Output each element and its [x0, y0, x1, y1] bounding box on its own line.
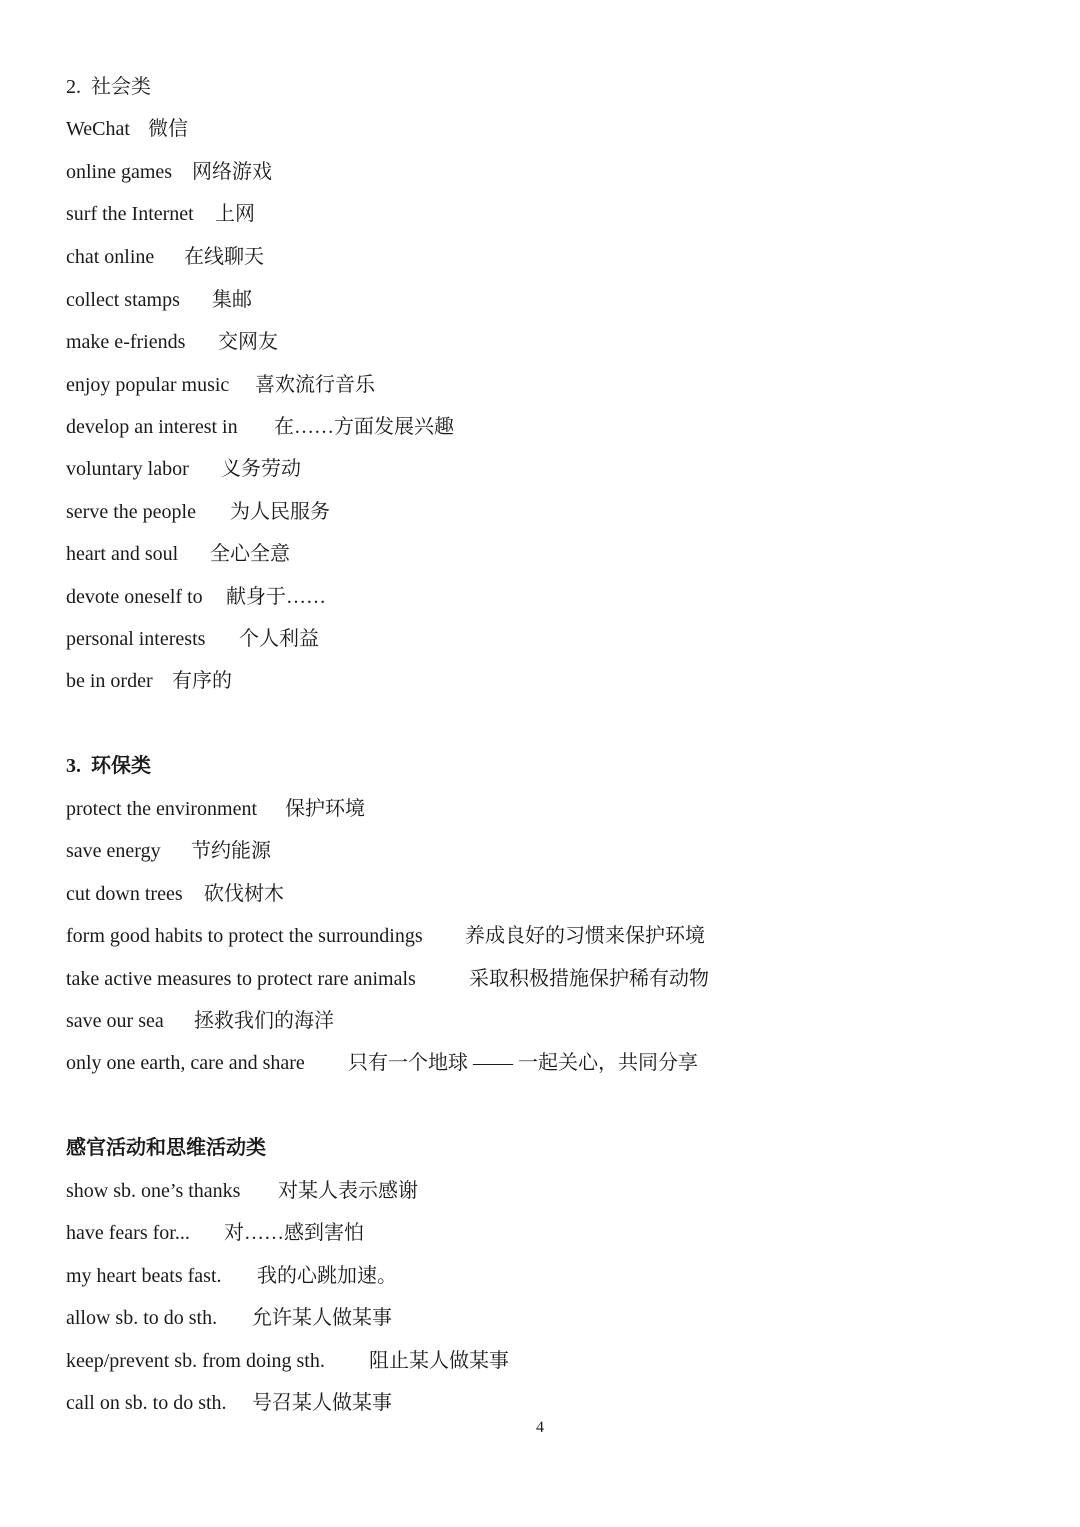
- phrase-zh: 采取积极措施保护稀有动物: [469, 968, 709, 990]
- phrase-en: make e-friends: [66, 331, 186, 353]
- phrase-en: form good habits to protect the surroundings: [66, 925, 423, 947]
- list-item: [66, 541, 290, 567]
- phrase-en: save our sea: [66, 1010, 164, 1032]
- list-item: [66, 1390, 392, 1416]
- list-item: [66, 1050, 698, 1076]
- list-item: [66, 244, 264, 270]
- phrase-zh: 喜欢流行音乐: [255, 374, 375, 396]
- phrase-en: only one earth, care and share: [66, 1052, 305, 1074]
- phrase-zh: 号召某人做某事: [252, 1392, 392, 1414]
- phrase-zh: 我的心跳加速。: [257, 1265, 397, 1287]
- phrase-zh: 在线聊天: [184, 246, 264, 268]
- list-item: [66, 966, 709, 992]
- list-item: [66, 201, 255, 227]
- phrase-en: protect the environment: [66, 798, 258, 820]
- phrase-en: take active measures to protect rare animals: [66, 968, 416, 990]
- phrase-zh: 对……感到害怕: [224, 1222, 364, 1244]
- section-heading-environment: 3. 环保类: [66, 755, 151, 777]
- list-item: [66, 1008, 334, 1034]
- page-number: 4: [536, 1419, 544, 1436]
- phrase-zh: 微信: [148, 118, 188, 140]
- phrase-en: have fears for...: [66, 1222, 190, 1244]
- phrase-en: devote oneself to: [66, 586, 203, 608]
- list-item: [66, 372, 375, 398]
- phrase-en: chat online: [66, 246, 155, 268]
- phrase-zh: 个人利益: [239, 628, 319, 650]
- phrase-en: voluntary labor: [66, 458, 189, 480]
- list-item: [66, 1263, 397, 1289]
- list-item: [66, 838, 271, 864]
- list-item: [66, 1348, 509, 1374]
- phrase-zh: 在……方面发展兴趣: [274, 416, 454, 438]
- phrase-zh: 对某人表示感谢: [278, 1180, 418, 1202]
- list-item: [66, 414, 454, 440]
- list-item: [66, 159, 272, 185]
- list-item: [66, 287, 252, 313]
- phrase-zh: 保护环境: [285, 798, 365, 820]
- phrase-en: heart and soul: [66, 543, 179, 565]
- phrase-zh: 允许某人做某事: [252, 1307, 392, 1329]
- phrase-en: online games: [66, 161, 173, 183]
- list-item: [66, 796, 365, 822]
- list-item: [66, 1178, 418, 1204]
- phrase-zh: 阻止某人做某事: [369, 1350, 509, 1372]
- phrase-zh: 集邮: [212, 289, 252, 311]
- section-heading-senses: 感官活动和思维活动类: [66, 1137, 266, 1159]
- list-item: [66, 923, 705, 949]
- phrase-zh: 上网: [215, 203, 255, 225]
- section-heading-social: 2. 社会类: [66, 76, 151, 98]
- phrase-en: develop an interest in: [66, 416, 238, 438]
- list-item: [66, 881, 284, 907]
- phrase-en: cut down trees: [66, 883, 183, 905]
- list-item: [66, 1220, 364, 1246]
- phrase-zh: 拯救我们的海洋: [194, 1010, 334, 1032]
- list-item: [66, 626, 319, 652]
- list-item: [66, 1305, 392, 1331]
- list-item: [66, 329, 278, 355]
- phrase-en: WeChat: [66, 118, 130, 140]
- phrase-zh: 献身于……: [226, 586, 326, 608]
- phrase-zh: 交网友: [218, 331, 278, 353]
- phrase-zh: 只有一个地球 —— 一起关心，共同分享: [348, 1052, 698, 1074]
- phrase-en: serve the people: [66, 501, 196, 523]
- phrase-en: personal interests: [66, 628, 206, 650]
- list-item: [66, 499, 330, 525]
- phrase-en: collect stamps: [66, 289, 180, 311]
- phrase-en: show sb. one’s thanks: [66, 1180, 241, 1202]
- phrase-en: enjoy popular music: [66, 374, 230, 396]
- phrase-en: save energy: [66, 840, 161, 862]
- phrase-zh: 网络游戏: [192, 161, 272, 183]
- phrase-en: keep/prevent sb. from doing sth.: [66, 1350, 325, 1372]
- phrase-en: call on sb. to do sth.: [66, 1392, 227, 1414]
- phrase-en: be in order: [66, 670, 153, 692]
- phrase-zh: 全心全意: [210, 543, 290, 565]
- phrase-zh: 砍伐树木: [204, 883, 284, 905]
- phrase-en: my heart beats fast.: [66, 1265, 222, 1287]
- phrase-zh: 有序的: [172, 670, 232, 692]
- phrase-zh: 养成良好的习惯来保护环境: [465, 925, 705, 947]
- phrase-zh: 节约能源: [191, 840, 271, 862]
- list-item: [66, 668, 232, 694]
- phrase-en: allow sb. to do sth.: [66, 1307, 218, 1329]
- list-item: [66, 456, 301, 482]
- phrase-en: surf the Internet: [66, 203, 194, 225]
- phrase-zh: 义务劳动: [221, 458, 301, 480]
- phrase-zh: 为人民服务: [230, 501, 330, 523]
- list-item: [66, 584, 326, 610]
- list-item: [66, 116, 188, 142]
